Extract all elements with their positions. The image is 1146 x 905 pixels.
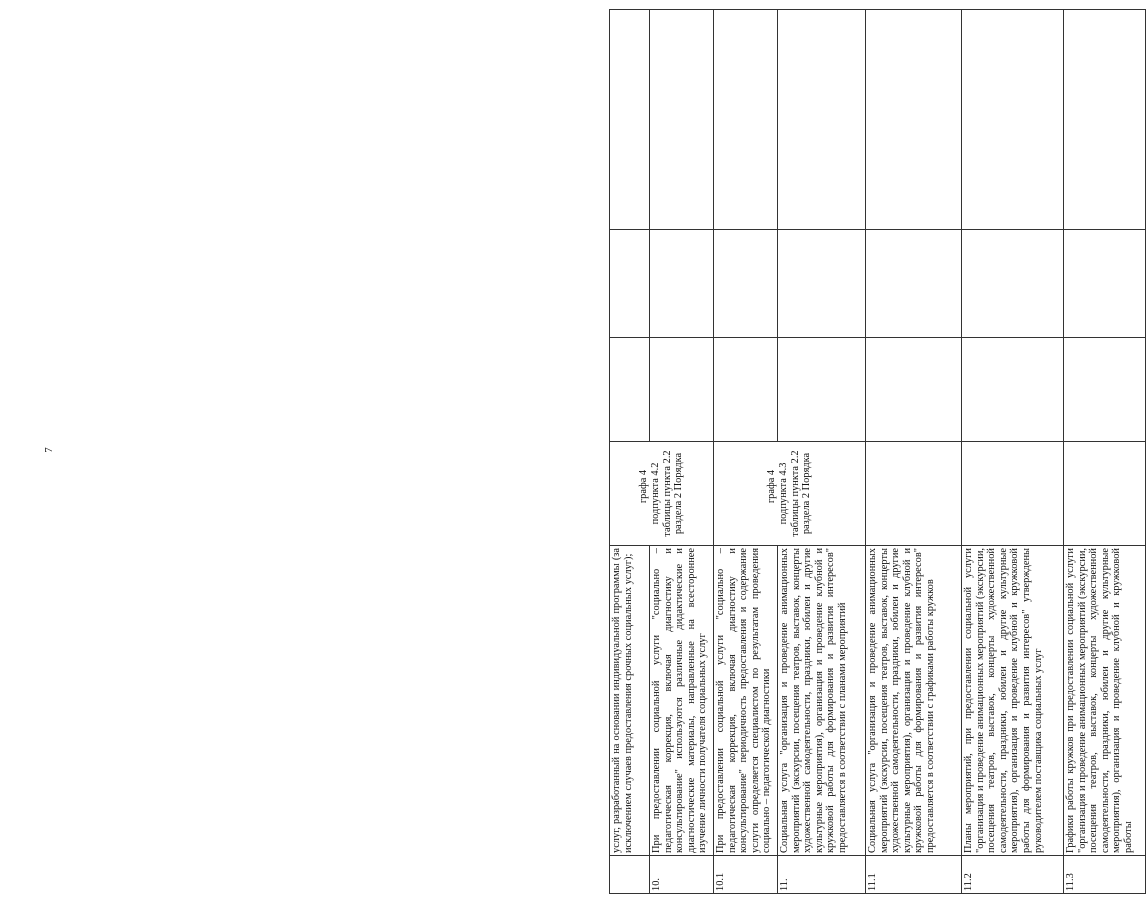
empty-cell (714, 10, 778, 230)
row-reference (1064, 442, 1146, 546)
row-description: При предоставлении социальной услуги "социально – педагогическая коррекция, включая диагностику и консультирование" используются различные дидактические и диагностические материалы, направленные на всестороннее изучение личности получателя социальных услуг (650, 546, 714, 856)
empty-cell (866, 230, 962, 338)
row-reference (866, 442, 962, 546)
table-row (866, 10, 962, 894)
row-description: При предоставлении социальной услуги "социально – педагогическая коррекция, включая диагностику и консультирование" периодичность предоставления и содержание услуги определяется специалистом по результатам проведения социально – педагогической диагностики (714, 546, 778, 856)
row-number: 10.1 (714, 856, 778, 894)
empty-cell (714, 230, 778, 338)
reference-line: подпункта 4.3 (777, 462, 789, 525)
reference-line: графа 4 (766, 469, 778, 504)
empty-cell (866, 338, 962, 442)
row-number: 11.1 (866, 856, 962, 894)
empty-cell (962, 230, 1064, 338)
empty-cell (866, 10, 962, 230)
reference-line: таблицы пункта 2.2 (789, 450, 801, 537)
row-reference (962, 442, 1064, 546)
empty-cell (778, 230, 866, 338)
row-reference (714, 442, 866, 546)
row-number: 10. (650, 856, 714, 894)
empty-cell (650, 230, 714, 338)
reference-line: раздела 2 Порядка (801, 452, 813, 535)
criteria-table (609, 9, 1146, 894)
row-reference (610, 442, 714, 546)
row-description: Социальная услуга "организация и проведение анимационных мероприятий (экскурсии, посещения театров, выставок, концерты художественной самодеятельности, праздники, юбилеи и другие культурные мероприятия), организация и проведение клубной и кружковой работы для формирования и развития интересов" предоставляется в соответствии с планами мероприятий (778, 546, 866, 856)
reference-line: таблицы пункта 2.2 (661, 450, 673, 537)
reference-line: графа 4 (638, 469, 650, 504)
empty-cell (1064, 338, 1146, 442)
empty-cell (778, 10, 866, 230)
row-description: Графики работы кружков при предоставлении социальной услуги "организация и проведение анимационных мероприятий (экскурсии, посещения театров, выставок, концерты художественной самодеятельности, праздники, юбилеи и другие культурные мероприятия), организация и проведение клубной и кружковой работы (1064, 546, 1146, 856)
row-description: услуг, разработанный на основании индивидуальной программы (за исключением случаев предоставления срочных социальных услуг); (610, 546, 650, 856)
table-row (714, 10, 778, 894)
table-row (610, 10, 650, 894)
table-row (1064, 10, 1146, 894)
reference-line: подпункта 4.2 (649, 462, 661, 525)
empty-cell (610, 10, 650, 230)
rotated-sheet (609, 10, 1145, 894)
empty-cell (610, 230, 650, 338)
row-description: Социальная услуга "организация и проведение анимационных мероприятий (экскурсии, посещения театров, выставок, концерты художественной самодеятельности, праздники, юбилеи и другие культурные мероприятия), организация и проведение клубной и кружковой работы для формирования и развития интересов" предоставляется в соответствии с графиками работы кружков (866, 546, 962, 856)
table-row (962, 10, 1064, 894)
empty-cell (714, 338, 778, 442)
row-number (610, 856, 650, 894)
empty-cell (650, 338, 714, 442)
empty-cell (962, 10, 1064, 230)
empty-cell (610, 338, 650, 442)
empty-cell (962, 338, 1064, 442)
empty-cell (778, 338, 866, 442)
row-number: 11.2 (962, 856, 1064, 894)
page-number: 7 (42, 447, 55, 453)
row-number: 11. (778, 856, 866, 894)
row-description: Планы мероприятий, при предоставлении социальной услуги "организация и проведение анимационных мероприятий (экскурсии, посещения театров, выставок, концерты художественной самодеятельности, праздники, юбилеи и другие культурные мероприятия), организация и проведение клубной и кружковой работы для формирования и развития интересов" утверждены руководителем поставщика социальных услуг (962, 546, 1064, 856)
empty-cell (650, 10, 714, 230)
empty-cell (1064, 230, 1146, 338)
reference-line: раздела 2 Порядка (673, 452, 685, 535)
row-number: 11.3 (1064, 856, 1146, 894)
empty-cell (1064, 10, 1146, 230)
